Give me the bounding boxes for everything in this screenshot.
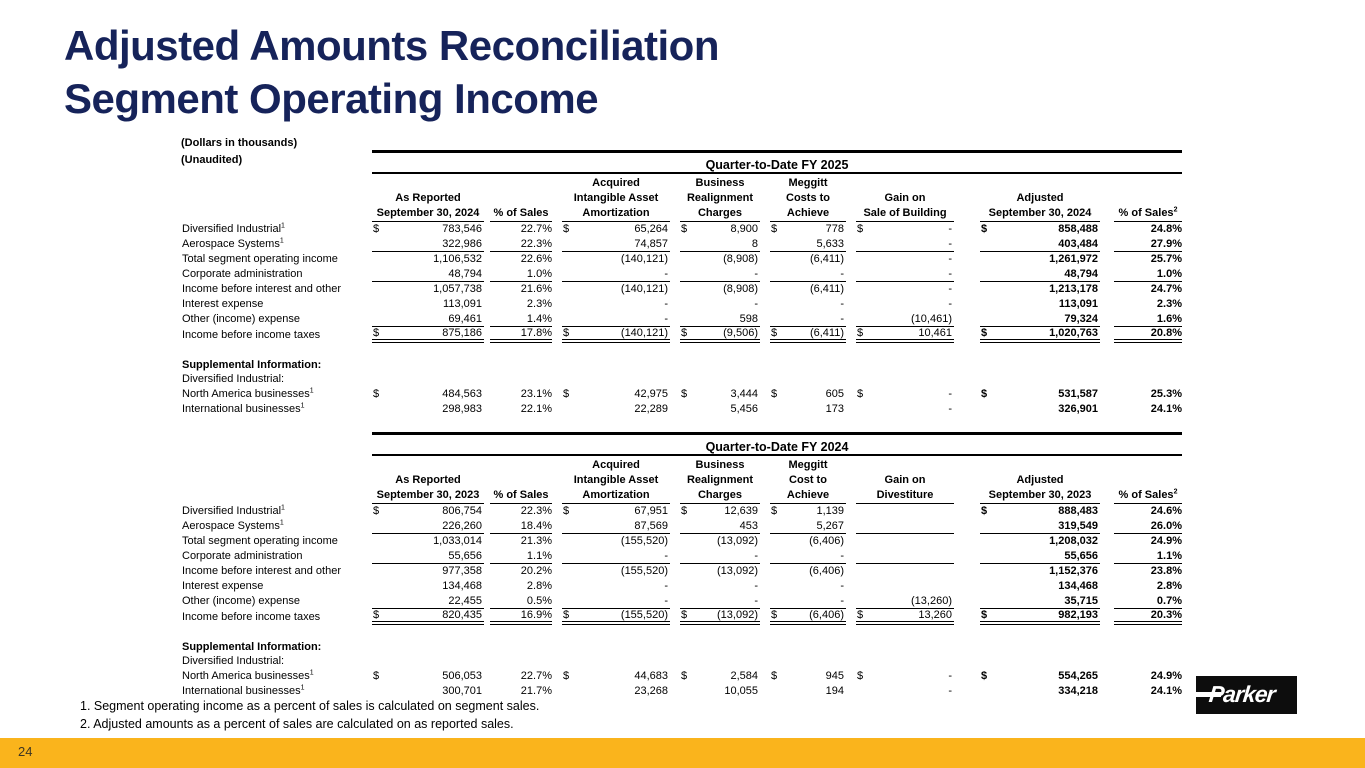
table-row <box>182 236 1182 251</box>
cell-gain: $ - <box>857 387 952 400</box>
title-line-2: Segment Operating Income <box>64 74 599 122</box>
col-header-intangible-amortization: Acquired Intangible Asset Amortization <box>562 173 670 221</box>
cell-intangible-amortization: - <box>664 580 668 593</box>
cell-meggitt: $ 945 <box>771 669 844 682</box>
cell-adjusted-pct-of-sales: 23.8% <box>1150 565 1182 578</box>
cell-gain <box>856 533 954 548</box>
cell-meggitt: - <box>770 266 846 281</box>
cell-pct-of-sales: 22.6% <box>520 253 552 266</box>
table-row <box>182 593 1182 608</box>
cell-adjusted-pct-of-sales: 1.1% <box>1114 548 1182 563</box>
cell-adjusted: 403,484 <box>980 236 1100 251</box>
cell-pct-of-sales: 21.7% <box>520 684 552 697</box>
cell-adjusted: 55,656 <box>980 548 1100 563</box>
col-header-pct-of-sales: % of Sales <box>490 455 552 503</box>
cell-intangible-amortization: $ 44,683 <box>563 669 668 682</box>
cell-meggitt: - <box>770 548 846 563</box>
cell-pct-of-sales: 22.3% <box>520 505 552 518</box>
cell-intangible-amortization: (140,121) <box>620 253 668 266</box>
cell-pct-of-sales: 2.3% <box>526 298 552 311</box>
cell-adjusted: 1,208,032 <box>1049 535 1098 548</box>
cell-realignment-charges: - <box>754 580 758 593</box>
cell-adjusted: $ 554,265 <box>981 669 1098 682</box>
period-header: Quarter-to-Date FY 2024 <box>372 434 1182 456</box>
parker-logo <box>1196 676 1297 714</box>
cell-as-reported: 298,983 <box>442 402 482 415</box>
cell-gain: $ - <box>857 223 952 236</box>
cell-gain: - <box>856 266 954 281</box>
cell-intangible-amortization: (155,520) <box>620 565 668 578</box>
cell-pct-of-sales: 16.9% <box>490 608 552 623</box>
cell-adjusted-pct-of-sales: 24.8% <box>1150 223 1182 236</box>
cell-pct-of-sales: 22.7% <box>520 669 552 682</box>
cell-adjusted: 1,261,972 <box>1049 253 1098 266</box>
cell-intangible-amortization: 23,268 <box>634 684 668 697</box>
cell-intangible-amortization: 87,569 <box>562 518 670 533</box>
cell-realignment-charges: - <box>680 548 760 563</box>
cell-gain: (13,260) <box>856 593 954 608</box>
cell-adjusted-pct-of-sales: 20.3% <box>1114 608 1182 623</box>
cell-pct-of-sales: 21.3% <box>520 535 552 548</box>
cell-adjusted: $ 888,483 <box>981 505 1098 518</box>
cell-adjusted-pct-of-sales: 24.1% <box>1150 402 1182 415</box>
cell-realignment-charges: (8,908) <box>723 283 758 296</box>
cell-adjusted: 334,218 <box>1058 684 1098 697</box>
table-row <box>182 251 1182 266</box>
supplemental-row <box>182 385 1182 400</box>
table-row <box>182 221 1182 236</box>
cell-pct-of-sales: 1.1% <box>490 548 552 563</box>
cell-gain <box>856 518 954 533</box>
cell-gain: - <box>948 253 952 266</box>
cell-realignment-charges: $ 2,584 <box>681 669 758 682</box>
cell-gain: - <box>948 298 952 311</box>
cell-adjusted-pct-of-sales: 24.9% <box>1150 535 1182 548</box>
cell-adjusted-pct-of-sales: 24.1% <box>1150 684 1182 697</box>
cell-adjusted: 326,901 <box>1058 402 1098 415</box>
row-label: North America businesses$^1$ <box>182 668 314 682</box>
cell-meggitt: 194 <box>825 684 844 697</box>
dollars-note: (Dollars in thousands) <box>181 137 298 149</box>
cell-gain: $ - <box>857 669 952 682</box>
cell-realignment-charges: (13,092) <box>717 535 758 548</box>
cell-meggitt: 5,633 <box>770 236 846 251</box>
footer-bar <box>0 738 1365 768</box>
col-header-adjusted-pct-of-sales: % of Sales$^2$ <box>1114 173 1182 221</box>
col-header-gain: Gain on Divestiture <box>856 455 954 503</box>
cell-realignment-charges: - <box>754 298 758 311</box>
cell-meggitt: (6,406) <box>809 565 844 578</box>
cell-as-reported: $ 806,754 <box>373 505 482 518</box>
row-label: Total segment operating income <box>182 535 338 548</box>
cell-as-reported: $ 783,546 <box>373 223 482 236</box>
cell-pct-of-sales: 21.6% <box>520 283 552 296</box>
row-label: Income before interest and other <box>182 565 341 578</box>
cell-meggitt: - <box>770 593 846 608</box>
cell-as-reported: $ 484,563 <box>373 387 482 400</box>
cell-intangible-amortization: (140,121) <box>620 283 668 296</box>
cell-pct-of-sales: 0.5% <box>490 593 552 608</box>
cell-intangible-amortization: $ 67,951 <box>563 505 668 518</box>
col-header-intangible-amortization: Acquired Intangible Asset Amortization <box>562 455 670 503</box>
cell-realignment-charges: 8 <box>680 236 760 251</box>
cell-as-reported: 113,091 <box>443 298 482 311</box>
supplemental-group-label: Diversified Industrial: <box>182 654 285 667</box>
cell-gain: - <box>948 402 952 415</box>
col-header-as-reported: As Reported September 30, 2023 <box>372 455 484 503</box>
cell-adjusted-pct-of-sales: 1.6% <box>1114 311 1182 326</box>
cell-intangible-amortization: $ 42,975 <box>563 387 668 400</box>
cell-intangible-amortization: $ (140,121) <box>562 326 670 341</box>
cell-meggitt: $ 778 <box>771 223 844 236</box>
col-header-adjusted-pct-of-sales: % of Sales$^2$ <box>1114 455 1182 503</box>
cell-gain: $ 10,461 <box>856 326 954 341</box>
col-header-realignment-charges: Business Realignment Charges <box>680 173 760 221</box>
row-label: Other (income) expense <box>182 595 300 608</box>
cell-adjusted: 1,152,376 <box>1049 565 1098 578</box>
cell-intangible-amortization: - <box>562 266 670 281</box>
table-row <box>182 518 1182 533</box>
page-number: 24 <box>18 744 33 759</box>
row-label: Diversified Industrial$^1$ <box>182 222 285 236</box>
reconciliation-table <box>182 150 1182 415</box>
cell-adjusted: 319,549 <box>980 518 1100 533</box>
page-title <box>64 20 719 126</box>
cell-as-reported: $ 506,053 <box>373 669 482 682</box>
cell-gain: (10,461) <box>856 311 954 326</box>
col-header-pct-of-sales: % of Sales <box>490 173 552 221</box>
supplemental-row <box>182 667 1182 682</box>
cell-realignment-charges: $ 8,900 <box>681 223 758 236</box>
cell-as-reported: 977,358 <box>442 565 482 578</box>
row-label: Diversified Industrial$^1$ <box>182 504 285 518</box>
col-header-adjusted: Adjusted September 30, 2024 <box>980 173 1100 221</box>
supplemental-heading: Supplemental Information: <box>182 358 322 371</box>
cell-as-reported: 1,033,014 <box>433 535 482 548</box>
cell-adjusted-pct-of-sales: 26.0% <box>1114 518 1182 533</box>
cell-meggitt: $ (6,406) <box>770 608 846 623</box>
cell-gain: - <box>856 236 954 251</box>
cell-realignment-charges: - <box>680 593 760 608</box>
row-label: Other (income) expense <box>182 313 300 326</box>
cell-as-reported: 1,057,738 <box>433 283 482 296</box>
cell-adjusted-pct-of-sales: 1.0% <box>1114 266 1182 281</box>
row-label: Income before income taxes <box>182 610 321 623</box>
cell-pct-of-sales: 23.1% <box>520 387 552 400</box>
table-row <box>182 608 1182 623</box>
supplemental-heading: Supplemental Information: <box>182 640 322 653</box>
row-label: Income before income taxes <box>182 328 321 341</box>
cell-realignment-charges: 5,456 <box>730 402 758 415</box>
cell-meggitt: (6,411) <box>809 253 844 266</box>
row-label: North America businesses$^1$ <box>182 386 314 400</box>
cell-adjusted-pct-of-sales: 25.7% <box>1150 253 1182 266</box>
reconciliation-table <box>182 432 1182 697</box>
fy2025-table-container <box>182 150 1182 415</box>
cell-pct-of-sales: 22.3% <box>490 236 552 251</box>
fy2024-table-container <box>182 432 1182 697</box>
cell-gain <box>856 503 954 518</box>
cell-pct-of-sales: 22.1% <box>520 402 552 415</box>
cell-pct-of-sales: 1.4% <box>490 311 552 326</box>
table-row <box>182 548 1182 563</box>
cell-realignment-charges: (13,092) <box>717 565 758 578</box>
cell-realignment-charges: 10,055 <box>724 684 758 697</box>
cell-gain <box>856 563 954 578</box>
row-label: Corporate administration <box>182 550 303 563</box>
cell-intangible-amortization: - <box>562 593 670 608</box>
cell-meggitt: - <box>840 580 844 593</box>
row-label: International businesses$^1$ <box>182 683 305 697</box>
period-header: Quarter-to-Date FY 2025 <box>372 152 1182 174</box>
cell-adjusted-pct-of-sales: 0.7% <box>1114 593 1182 608</box>
logo-text: Parker <box>1207 681 1277 707</box>
cell-as-reported: 226,260 <box>372 518 484 533</box>
cell-as-reported: 22,455 <box>372 593 484 608</box>
row-label: Aerospace Systems$^1$ <box>182 519 284 533</box>
cell-realignment-charges: $ 12,639 <box>681 505 758 518</box>
cell-intangible-amortization: - <box>562 311 670 326</box>
cell-adjusted-pct-of-sales: 2.3% <box>1156 298 1182 311</box>
cell-adjusted-pct-of-sales: 2.8% <box>1156 580 1182 593</box>
cell-adjusted: 113,091 <box>1058 298 1098 311</box>
cell-gain <box>856 548 954 563</box>
cell-adjusted: $ 858,488 <box>981 223 1098 236</box>
title-line-1: Adjusted Amounts Reconciliation <box>64 22 719 69</box>
cell-adjusted-pct-of-sales: 24.7% <box>1150 283 1182 296</box>
cell-meggitt: - <box>770 311 846 326</box>
cell-adjusted-pct-of-sales: 24.6% <box>1150 505 1182 518</box>
col-header-gain: Gain on Sale of Building <box>856 173 954 221</box>
cell-adjusted: 79,324 <box>980 311 1100 326</box>
col-header-meggitt: Meggitt Cost to Achieve <box>770 455 846 503</box>
cell-pct-of-sales: 17.8% <box>490 326 552 341</box>
row-label: Corporate administration <box>182 268 303 281</box>
cell-pct-of-sales: 1.0% <box>490 266 552 281</box>
row-label: Interest expense <box>182 298 264 311</box>
cell-as-reported: 134,468 <box>442 580 482 593</box>
cell-adjusted: $ 1,020,763 <box>980 326 1100 341</box>
supplemental-row <box>182 400 1182 415</box>
cell-adjusted: 35,715 <box>980 593 1100 608</box>
cell-gain: $ 13,260 <box>856 608 954 623</box>
table-row <box>182 503 1182 518</box>
cell-gain <box>856 578 954 593</box>
cell-meggitt: 5,267 <box>770 518 846 533</box>
cell-as-reported: 48,794 <box>372 266 484 281</box>
cell-as-reported: $ 875,186 <box>372 326 484 341</box>
cell-realignment-charges: 598 <box>680 311 760 326</box>
cell-intangible-amortization: $ (155,520) <box>562 608 670 623</box>
cell-adjusted-pct-of-sales: 25.3% <box>1150 387 1182 400</box>
cell-adjusted: $ 531,587 <box>981 387 1098 400</box>
cell-intangible-amortization: (155,520) <box>620 535 668 548</box>
footnotes <box>80 697 539 733</box>
cell-intangible-amortization: - <box>664 298 668 311</box>
cell-meggitt: - <box>840 298 844 311</box>
cell-realignment-charges: - <box>680 266 760 281</box>
supplemental-group-label: Diversified Industrial: <box>182 372 285 385</box>
cell-gain: - <box>948 283 952 296</box>
cell-meggitt: 173 <box>825 402 844 415</box>
cell-as-reported: 1,106,532 <box>433 253 482 266</box>
cell-as-reported: 300,701 <box>442 684 482 697</box>
cell-adjusted-pct-of-sales: 27.9% <box>1114 236 1182 251</box>
row-label: International businesses$^1$ <box>182 401 305 415</box>
cell-meggitt: $ 1,139 <box>771 505 844 518</box>
row-label: Interest expense <box>182 580 264 593</box>
cell-adjusted-pct-of-sales: 20.8% <box>1114 326 1182 341</box>
cell-meggitt: (6,411) <box>809 283 844 296</box>
cell-intangible-amortization: 22,289 <box>634 402 668 415</box>
cell-adjusted-pct-of-sales: 24.9% <box>1150 669 1182 682</box>
table-row <box>182 281 1182 296</box>
cell-realignment-charges: $ 3,444 <box>681 387 758 400</box>
cell-meggitt: (6,406) <box>809 535 844 548</box>
cell-adjusted: $ 982,193 <box>980 608 1100 623</box>
row-label: Income before interest and other <box>182 283 341 296</box>
row-label: Total segment operating income <box>182 253 338 266</box>
unaudited-note: (Unaudited) <box>181 154 243 166</box>
cell-pct-of-sales: 22.7% <box>520 223 552 236</box>
cell-realignment-charges: $ (9,506) <box>680 326 760 341</box>
table-row <box>182 533 1182 548</box>
cell-adjusted: 134,468 <box>1058 580 1098 593</box>
cell-meggitt: $ (6,411) <box>770 326 846 341</box>
col-header-meggitt: Meggitt Costs to Achieve <box>770 173 846 221</box>
col-header-as-reported: As Reported September 30, 2024 <box>372 173 484 221</box>
footnote-1: 1. Segment operating income as a percent of sales is calculated on segment sales. <box>80 699 540 713</box>
cell-intangible-amortization: 74,857 <box>562 236 670 251</box>
cell-intangible-amortization: - <box>562 548 670 563</box>
cell-realignment-charges: (8,908) <box>723 253 758 266</box>
cell-realignment-charges: 453 <box>680 518 760 533</box>
cell-intangible-amortization: $ 65,264 <box>563 223 668 236</box>
cell-pct-of-sales: 18.4% <box>490 518 552 533</box>
col-header-adjusted: Adjusted September 30, 2023 <box>980 455 1100 503</box>
cell-pct-of-sales: 2.8% <box>526 580 552 593</box>
footnote-2: 2. Adjusted amounts as a percent of sales are calculated on as reported sales. <box>80 717 514 732</box>
cell-as-reported: 322,986 <box>372 236 484 251</box>
cell-as-reported: $ 820,435 <box>372 608 484 623</box>
table-row <box>182 266 1182 281</box>
row-label: Aerospace Systems$^1$ <box>182 237 284 251</box>
cell-pct-of-sales: 20.2% <box>520 565 552 578</box>
cell-gain: - <box>948 684 952 697</box>
cell-adjusted: 1,213,178 <box>1049 283 1098 296</box>
table-row <box>182 326 1182 341</box>
cell-adjusted: 48,794 <box>980 266 1100 281</box>
supplemental-row <box>182 682 1182 697</box>
cell-meggitt: $ 605 <box>771 387 844 400</box>
table-row <box>182 296 1182 311</box>
cell-realignment-charges: $ (13,092) <box>680 608 760 623</box>
table-row <box>182 311 1182 326</box>
cell-as-reported: 69,461 <box>372 311 484 326</box>
col-header-realignment-charges: Business Realignment Charges <box>680 455 760 503</box>
table-row <box>182 563 1182 578</box>
table-row <box>182 578 1182 593</box>
cell-as-reported: 55,656 <box>372 548 484 563</box>
